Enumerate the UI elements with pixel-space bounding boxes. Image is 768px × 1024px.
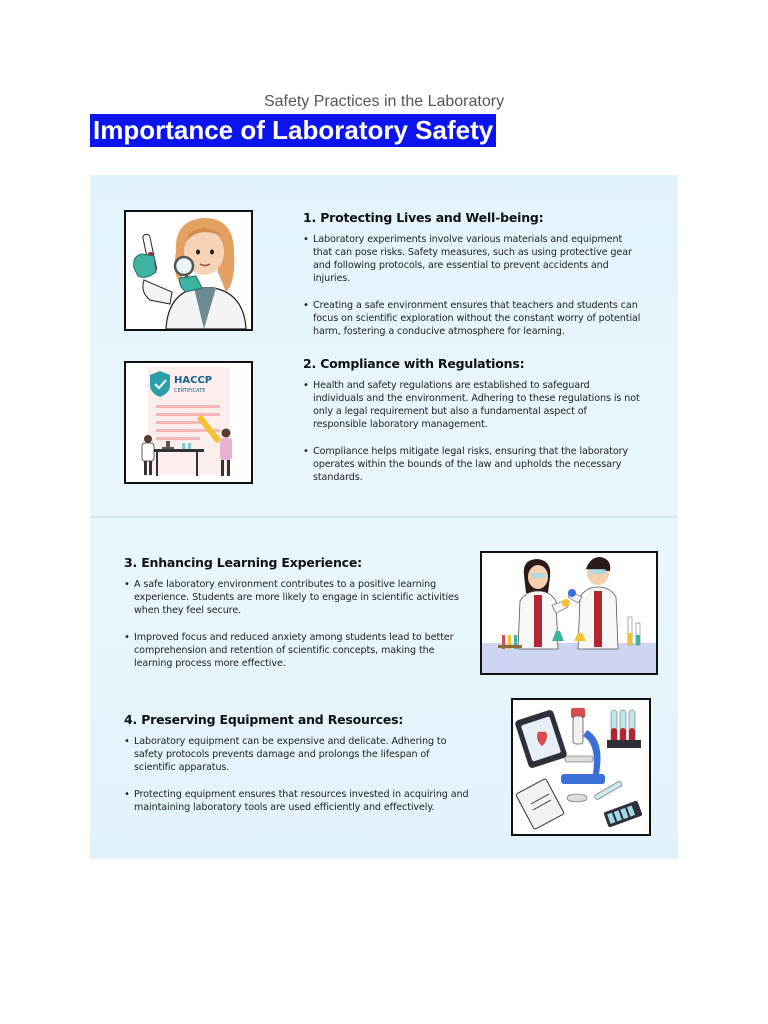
page-title: Importance of Laboratory Safety bbox=[90, 114, 496, 147]
lab-equipment-illustration bbox=[511, 698, 651, 836]
list-item: • Improved focus and reduced anxiety among students lead to better comprehension and retention of scientific concepts, making the learning process more effective. bbox=[124, 632, 454, 669]
section-title: 4. Preserving Equipment and Resources: bbox=[124, 712, 404, 727]
list-item: • A safe laboratory environment contributes to a positive learning experience. Students are more likely to engage in scientific activities when they feel secure. bbox=[124, 579, 459, 616]
scientist-magnifier-illustration bbox=[124, 210, 253, 331]
section-3 bbox=[124, 555, 464, 684]
svg-text:HACCP: HACCP bbox=[174, 375, 213, 386]
svg-text:CERTIFICATE: CERTIFICATE bbox=[174, 388, 206, 394]
page-subtitle: Safety Practices in the Laboratory bbox=[263, 93, 505, 110]
section-title: 3. Enhancing Learning Experience: bbox=[124, 555, 362, 570]
section-title: 2. Compliance with Regulations: bbox=[303, 356, 525, 371]
list-item: • Compliance helps mitigate legal risks, ensuring that the laboratory operates within the bounds of the law and upholds the necessary standards. bbox=[303, 446, 629, 483]
students-lab-illustration bbox=[480, 551, 658, 675]
section-title: 1. Protecting Lives and Well-being: bbox=[303, 210, 544, 225]
section-4 bbox=[124, 712, 469, 828]
list-item: • Laboratory experiments involve various materials and equipment that can pose risks. Safety measures, such as using protective gear and following protocols, are essential to prevent accidents and injuries. bbox=[303, 234, 632, 284]
list-item: • Health and safety regulations are established to safeguard individuals and the environment. Adhering to these regulations is not only a legal requirement but also a fundamental aspect of responsible laboratory management. bbox=[303, 380, 640, 430]
section-1 bbox=[303, 210, 643, 352]
haccp-certificate-illustration bbox=[124, 361, 253, 484]
list-item: • Protecting equipment ensures that resources invested in acquiring and maintaining laboratory tools are used efficiently and effectively. bbox=[124, 789, 469, 813]
list-item: • Creating a safe environment ensures that teachers and students can focus on scientific exploration without the constant worry of potential harm, fostering a conducive atmosphere for learning. bbox=[303, 300, 641, 337]
section-divider bbox=[90, 516, 678, 518]
list-item: • Laboratory equipment can be expensive and delicate. Adhering to safety protocols prevents damage and prolongs the lifespan of scientific apparatus. bbox=[124, 736, 447, 773]
section-2 bbox=[303, 356, 643, 498]
infographic-panel bbox=[90, 175, 678, 859]
